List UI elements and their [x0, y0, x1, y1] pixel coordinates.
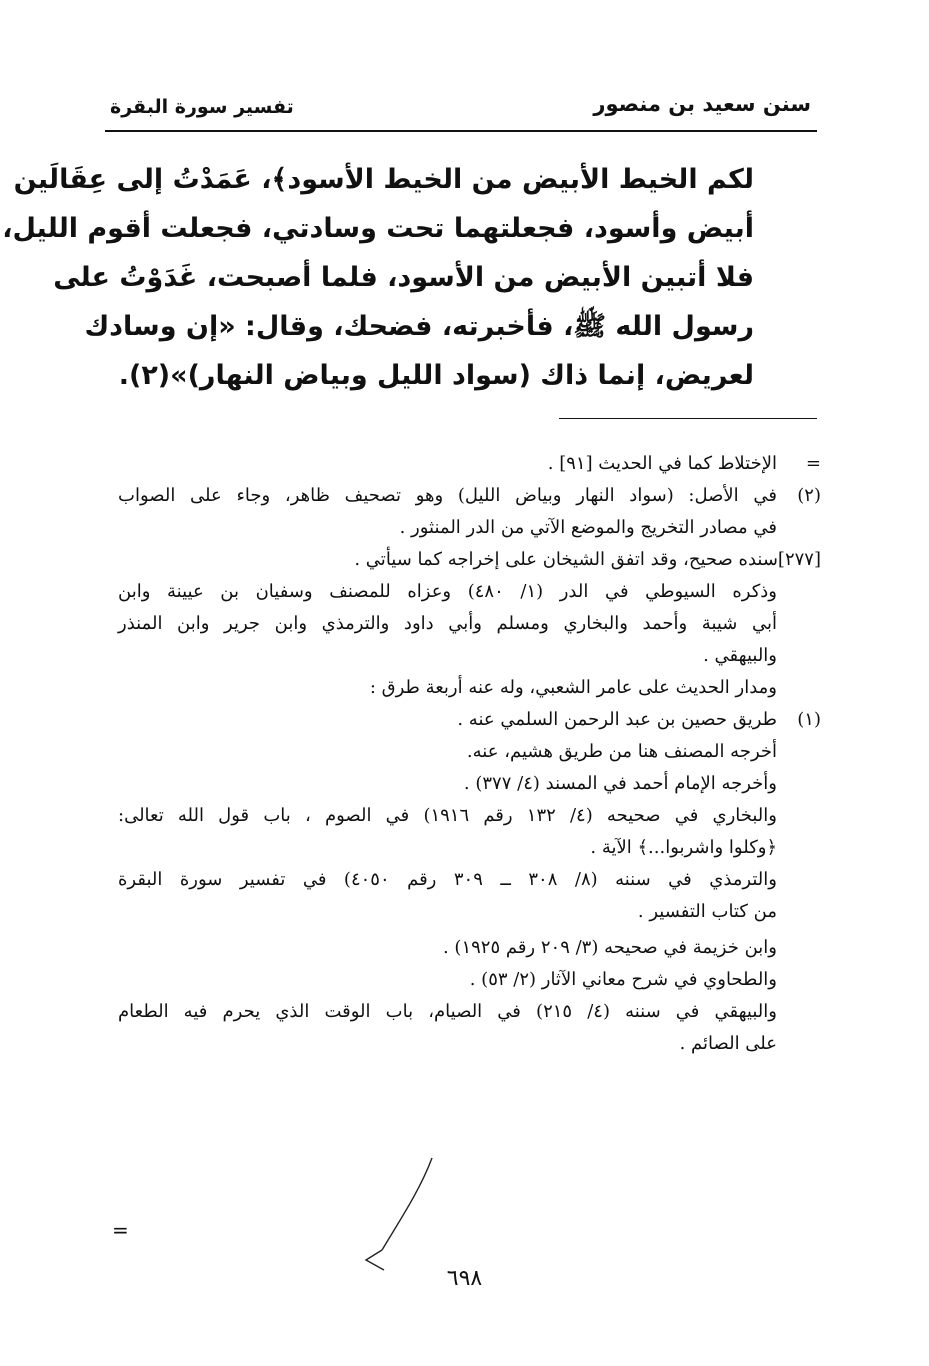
- running-header-chapter-title: تفسير سورة البقرة: [110, 96, 294, 118]
- footnote-text: وذكره السيوطي في الدر (١/ ٤٨٠) وعزاه للمصنف وسفيان بن عيينة وابن: [118, 581, 777, 602]
- footnote-277: [118, 544, 821, 576]
- way-1-line: [118, 768, 821, 800]
- footnote-text: على الصائم .: [679, 1033, 777, 1054]
- main-text-line: لكم الخيط الأبيض من الخيط الأسود﴾، عَمَدْتُ إلى عِقَالَين: [13, 164, 754, 195]
- footnote-text: ومدار الحديث على عامر الشعبي، وله عنه أربعة طرق :: [369, 677, 777, 698]
- way-1-line: [118, 932, 821, 964]
- footnote-text: من كتاب التفسير .: [637, 901, 777, 922]
- main-text-block: [2, 155, 754, 400]
- main-text-line: رسول الله ﷺ، فأخبرته، فضحك، وقال: «إن وسادك: [84, 311, 754, 342]
- way-1-line: [118, 736, 821, 768]
- continuation-mark: =: [805, 453, 821, 474]
- footnote-text: والطحاوي في شرح معاني الآثار (٢/ ٥٣) .: [469, 969, 777, 990]
- footnote-277-line: [118, 576, 821, 608]
- way-1-line: [118, 996, 821, 1028]
- header-divider: [105, 130, 817, 132]
- footnote-text: في مصادر التخريج والموضع الآتي من الدر المنثور .: [399, 517, 777, 538]
- way-title: طريق حصين بن عبد الرحمن السلمي عنه .: [457, 709, 777, 730]
- footnote-text: سنده صحيح، وقد اتفق الشيخان على إخراجه كما سيأتي .: [354, 549, 778, 570]
- footnote-277-line: [118, 672, 821, 704]
- footnote-text: أبي شيبة وأحمد والبخاري ومسلم وأبي داود والترمذي وابن جرير وابن المنذر: [118, 613, 777, 634]
- continuation-end-mark: =: [112, 1218, 129, 1242]
- footnote-text: وابن خزيمة في صحيحه (٣/ ٢٠٩ رقم ١٩٢٥) .: [442, 937, 777, 958]
- footnote-text: والبيهقي في سننه (٤/ ٢١٥) في الصيام، باب الوقت الذي يحرم فيه الطعام: [118, 1001, 777, 1022]
- footnote-text: الإختلاط كما في الحديث [٩١] .: [547, 453, 777, 474]
- way-1-line: [118, 896, 821, 928]
- footnote-277-line: [118, 608, 821, 640]
- way-1-line: [118, 800, 821, 832]
- handwritten-pen-mark: [360, 1150, 440, 1280]
- footnote-number: [٢٧٧]: [777, 549, 821, 570]
- way-1-line: [118, 1028, 821, 1060]
- way-1-title-row: [118, 704, 821, 736]
- page-number: ٦٩٨: [446, 1266, 483, 1291]
- footnote-text: في الأصل: (سواد النهار وبياض الليل) وهو تصحيف ظاهر، وجاء على الصواب: [118, 485, 777, 506]
- way-1-line: [118, 864, 821, 896]
- footnote-277-line: [118, 640, 821, 672]
- footnote-text: والبيهقي .: [703, 645, 777, 666]
- footnote-text: والبخاري في صحيحه (٤/ ١٣٢ رقم ١٩١٦) في الصوم ، باب قول الله تعالى:: [118, 805, 777, 826]
- way-1-line: [118, 964, 821, 996]
- running-header-book-title: سنن سعيد بن منصور: [593, 92, 811, 116]
- footnote-text: أخرجه المصنف هنا من طريق هشيم، عنه.: [466, 741, 777, 762]
- footnote-text: والترمذي في سننه (٨/ ٣٠٨ ــ ٣٠٩ رقم ٤٠٥٠) في تفسير سورة البقرة: [118, 869, 777, 890]
- footnote-text: ﴿وكلوا واشربوا...﴾ الآية .: [590, 837, 777, 858]
- footnote-277-first-line: [354, 544, 821, 576]
- footnote-number: (٢): [797, 485, 821, 506]
- footnote-text: وأخرجه الإمام أحمد في المسند (٤/ ٣٧٧) .: [463, 773, 777, 794]
- way-1-line: [118, 832, 821, 864]
- footnote-continuation: [118, 448, 821, 480]
- main-text-line: لعريض، إنما ذاك (سواد الليل وبياض النهار)»(٢).: [118, 360, 754, 391]
- footnote-2: [118, 480, 821, 512]
- footnote-2-line: [118, 512, 821, 544]
- footnotes-block: [118, 448, 821, 1060]
- main-text-line: أبيض وأسود، فجعلتهما تحت وسادتي، فجعلت أقوم الليل،: [2, 213, 754, 244]
- footnote-divider: [559, 418, 817, 419]
- way-number: (١): [797, 709, 821, 730]
- main-text-line: فلا أتبين الأبيض من الأسود، فلما أصبحت، غَدَوْتُ على: [53, 262, 754, 293]
